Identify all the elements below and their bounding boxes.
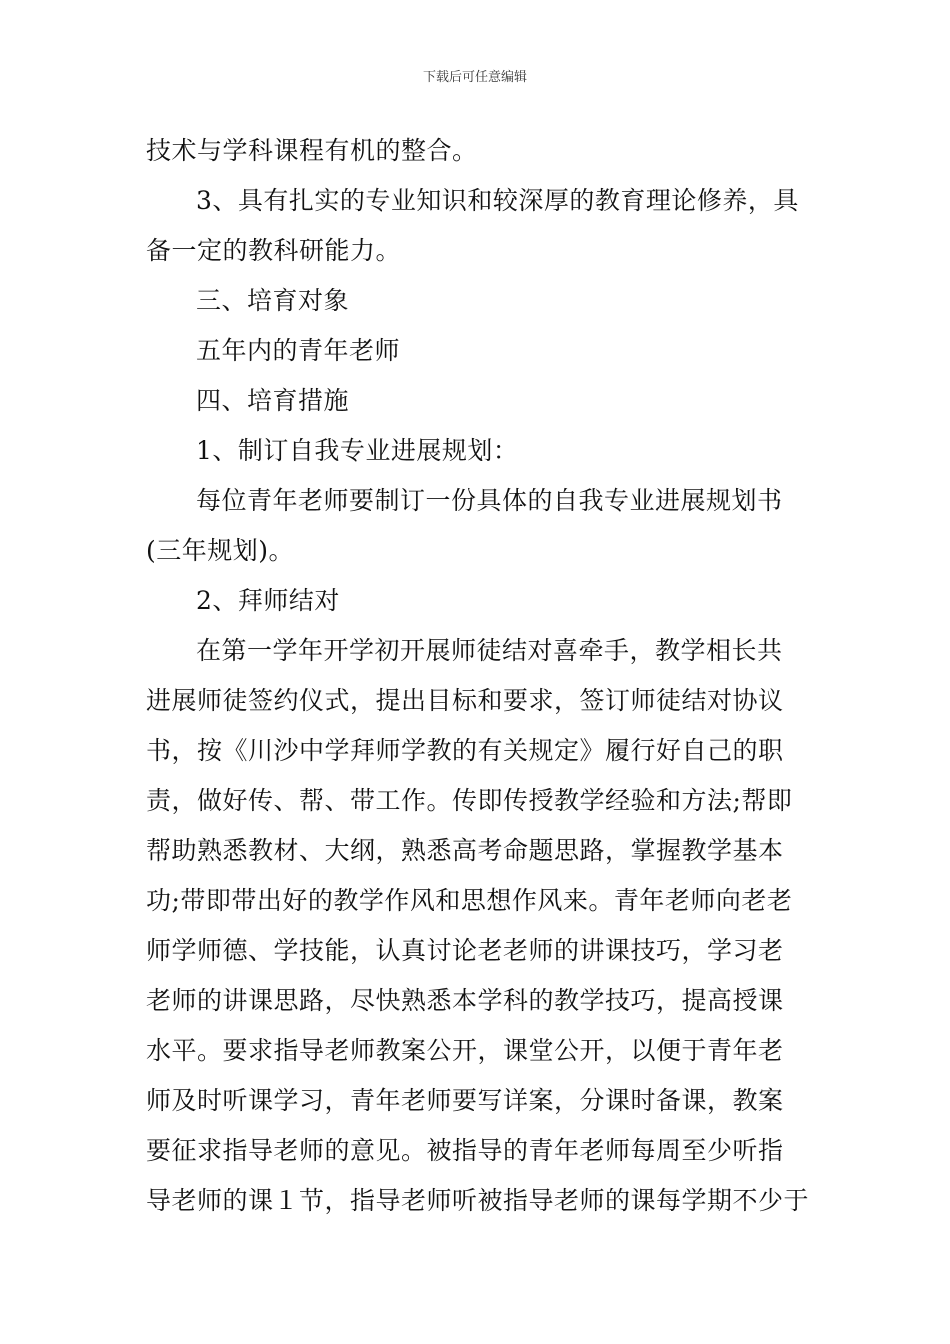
- text-line: 要征求指导老师的意见。被指导的青年老师每周至少听指: [146, 1136, 784, 1165]
- text-line: 进展师徒签约仪式，提出目标和要求，签订师徒结对协议: [146, 686, 784, 715]
- text-line: 责，做好传、帮、带工作。传即传授教学经验和方法;帮即: [146, 786, 793, 815]
- text-line: 五年内的青年老师: [196, 336, 401, 365]
- text-line: 师学师德、学技能，认真讨论老老师的讲课技巧，学习老: [146, 936, 784, 965]
- document-body: [146, 126, 810, 1226]
- text-line: 师及时听课学习，青年老师要写详案，分课时备课，教案: [146, 1086, 784, 1115]
- section-heading: 四、培育措施: [196, 386, 350, 415]
- text-line: (三年规划)。: [146, 536, 295, 565]
- text-line: 水平。要求指导老师教案公开，课堂公开，以便于青年老: [146, 1036, 784, 1065]
- text-line: 书，按《川沙中学拜师学教的有关规定》履行好自己的职: [146, 736, 784, 765]
- text-line: 每位青年老师要制订一份具体的自我专业进展规划书: [196, 486, 783, 515]
- subsection-heading: 1、制订自我专业进展规划：: [196, 436, 519, 465]
- text-line: 备一定的教科研能力。: [146, 236, 402, 265]
- text-line: 导老师的课１节，指导老师听被指导老师的课每学期不少于: [146, 1186, 810, 1215]
- text-line: 功;带即带出好的教学作风和思想作风来。青年老师向老老: [146, 886, 793, 915]
- text-line: 技术与学科课程有机的整合。: [146, 136, 478, 165]
- section-heading: 三、培育对象: [196, 286, 350, 315]
- text-line: 老师的讲课思路，尽快熟悉本学科的教学技巧，提高授课: [146, 986, 784, 1015]
- page-header-note: 下载后可任意编辑: [422, 70, 527, 85]
- text-line: 在第一学年开学初开展师徒结对喜牵手，教学相长共: [196, 636, 783, 665]
- text-line: 帮助熟悉教材、大纲，熟悉高考命题思路，掌握教学基本: [146, 836, 784, 865]
- subsection-heading: 2、拜师结对: [196, 586, 340, 615]
- text-line: 3、具有扎实的专业知识和较深厚的教育理论修养，具: [196, 186, 799, 215]
